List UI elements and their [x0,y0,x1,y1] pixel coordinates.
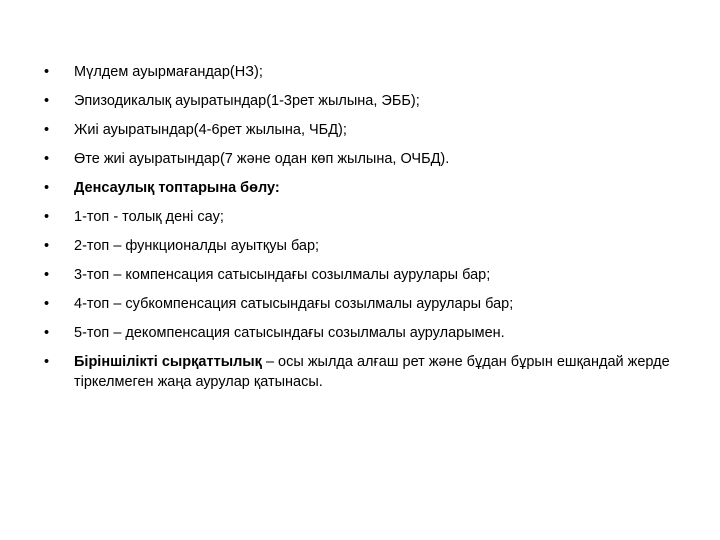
bullet-icon: • [44,325,50,341]
list-item-9 [44,294,684,314]
list-item-8 [44,265,684,285]
list-item-text: 5-топ – декомпенсация сатысындағы созылмалы ауруларымен. [74,325,505,341]
list-item-text: Мүлдем ауырмағандар(НЗ); [74,64,263,80]
list-item-4 [44,149,684,169]
list-item-2 [44,91,684,111]
list-item-text: Өте жиі ауыратындар(7 және одан көп жылына, ОЧБД). [74,151,450,167]
bullet-icon: • [44,151,50,167]
bullet-icon: • [44,209,50,225]
bullet-icon: • [44,267,50,283]
list-item-text: Эпизодикалық ауыратындар(1-3рет жылына, ЭББ); [74,93,420,109]
list-item-text: 1-топ - толық дені сау; [74,209,224,225]
list-item-text: 2-топ – функционалды ауытқуы бар; [74,238,320,254]
bullet-icon: • [44,122,50,138]
bullet-icon: • [44,93,50,109]
bullet-icon: • [44,180,50,196]
bullet-icon: • [44,238,50,254]
list-item-10 [44,323,684,343]
list-item-text: 4-топ – субкомпенсация сатысындағы созылмалы аурулары бар; [74,296,514,312]
bullet-list [44,62,684,401]
list-item-text: Жиі ауыратындар(4-6рет жылына, ЧБД); [74,122,347,138]
section-heading: Денсаулық топтарына бөлу: [74,180,280,196]
list-item-5-heading [44,178,684,198]
list-item-11 [44,352,684,392]
list-item-text: 3-топ – компенсация сатысындағы созылмалы аурулары бар; [74,267,491,283]
bullet-icon: • [44,64,50,80]
list-item-3 [44,120,684,140]
bullet-icon: • [44,354,50,370]
term-definition: – осы жылда алғаш рет және бұдан бұрын ешқандай жерде тіркелмеген жаңа аурулар қатынасы. [74,354,670,390]
bullet-icon: • [44,296,50,312]
list-item-7 [44,236,684,256]
list-item-6 [44,207,684,227]
term-bold: Біріншілікті сырқаттылық [74,354,262,370]
list-item-1 [44,62,684,82]
